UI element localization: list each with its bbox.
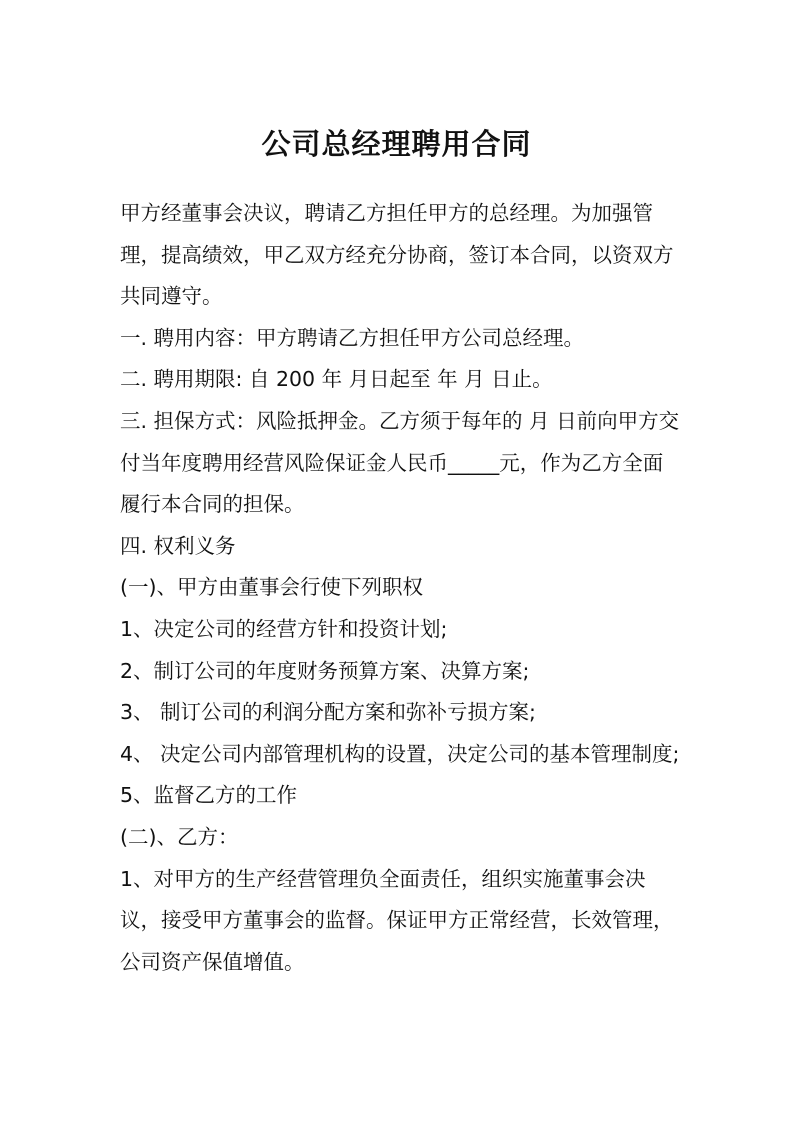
party-a-item-3: 3、 制订公司的利润分配方案和弥补亏损方案;	[120, 700, 536, 725]
party-a-item-5: 5、监督乙方的工作	[120, 783, 298, 808]
party-a-item-1: 1、决定公司的经营方针和投资计划;	[120, 616, 448, 641]
party-a-subheading: (一)、甲方由董事会行使下列职权	[120, 575, 423, 600]
section-rights-obligations-heading: 四. 权利义务	[120, 533, 236, 558]
party-a-item-4: 4、 决定公司内部管理机构的设置，决定公司的基本管理制度;	[120, 741, 680, 766]
document-body	[120, 193, 680, 983]
section-employment-content: 一. 聘用内容：甲方聘请乙方担任甲方公司总经理。	[120, 325, 585, 350]
party-b-subheading: (二)、乙方：	[120, 824, 239, 849]
document-title: 公司总经理聘用合同	[261, 127, 532, 161]
section-employment-term: 二. 聘用期限: 自 200 年 月日起至 年 月 日止。	[120, 367, 553, 392]
party-a-item-2: 2、制订公司的年度财务预算方案、决算方案;	[120, 658, 530, 683]
intro-paragraph: 甲方经董事会决议，聘请乙方担任甲方的总经理。为加强管理，提高绩效，甲乙双方经充分协商，签订本合同，以资双方共同遵守。	[120, 201, 674, 309]
section-guarantee-method: 三. 担保方式：风险抵押金。乙方须于每年的 月 日前向甲方交付当年度聘用经营风险保证金人民币_____元，作为乙方全面履行本合同的担保。	[120, 408, 680, 517]
party-b-item-1: 1、对甲方的生产经营管理负全面责任，组织实施董事会决议，接受甲方董事会的监督。保证甲方正常经营，长效管理，公司资产保值增值。	[120, 866, 674, 974]
